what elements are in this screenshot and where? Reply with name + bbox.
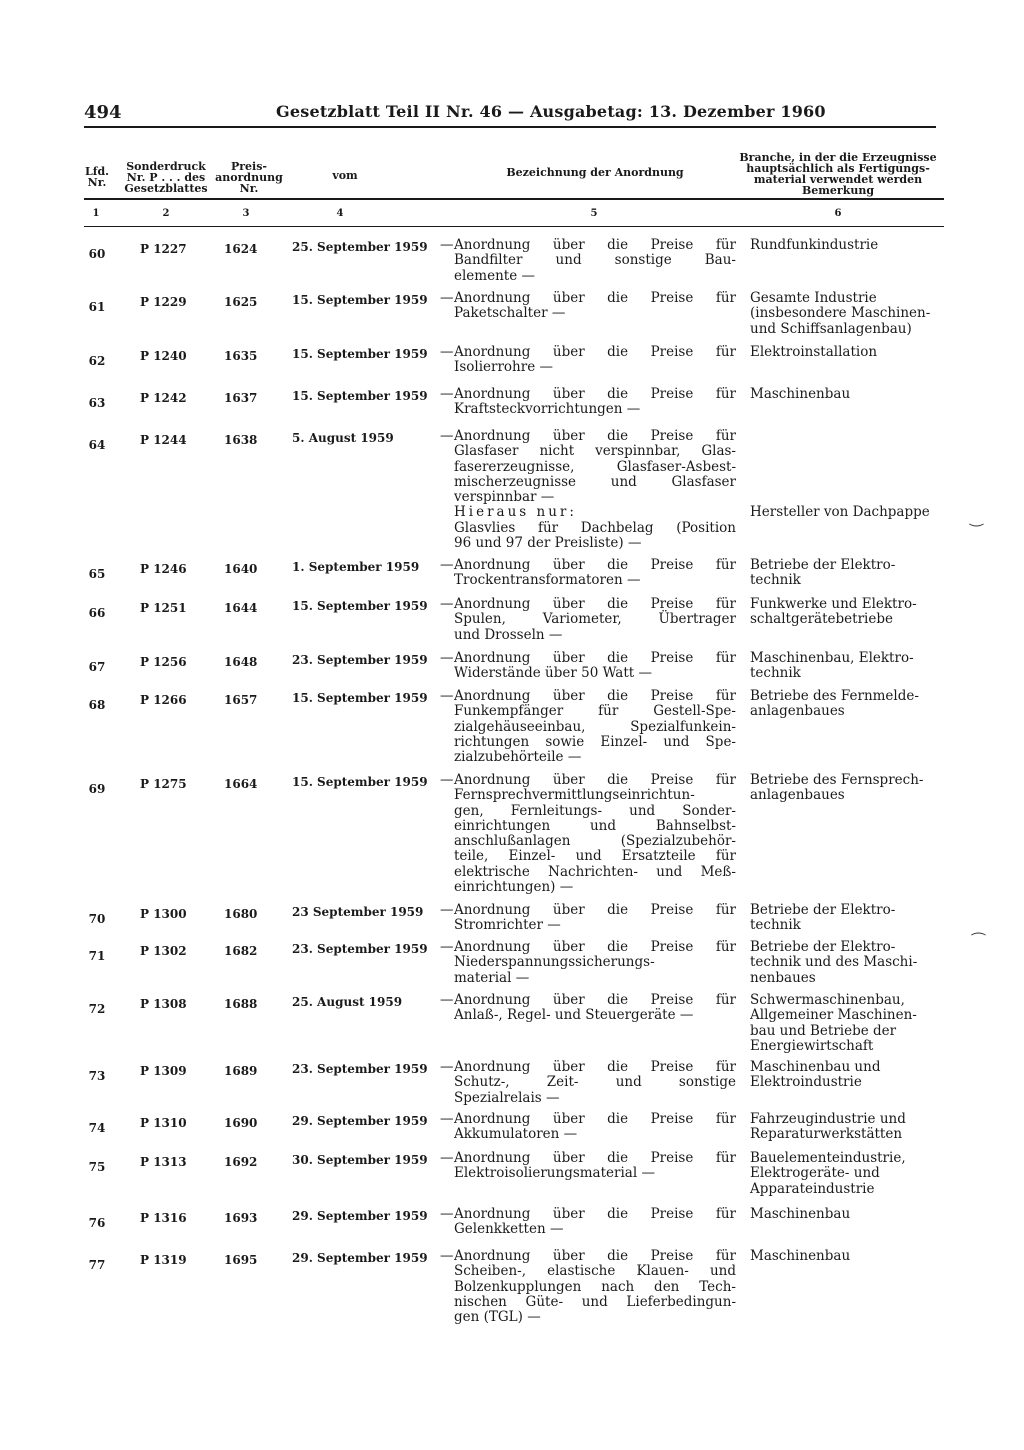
branche-line: technik [750,665,801,682]
description-line: 96 und 97 der Preisliste) — [454,535,642,552]
sonderdruck-number: P 1300 [140,907,187,921]
description-line: Anordnung über die Preise für [454,902,736,918]
table-row [84,387,954,422]
preisanordnung-number: 1648 [224,655,258,669]
branche-line: Betriebe der Elektro- [750,557,896,573]
colnum-1: 1 [92,208,100,219]
order-date: 23 September 1959 [292,905,424,919]
description-line: anschlußanlagen (Spezialzubehör- [454,833,736,850]
table-row [84,651,954,686]
table-row [84,597,954,647]
row-number: 64 [88,438,106,452]
branche-line: anlagenbaues [750,787,845,804]
description-line: Anordnung über die Preise für [454,344,736,360]
dash-mark: — [440,557,454,573]
row-number: 73 [88,1069,106,1083]
description-line: Spezialrelais — [454,1089,560,1106]
sonderdruck-number: P 1229 [140,295,187,309]
sonderdruck-number: P 1251 [140,601,187,615]
dash-mark: — [440,1206,454,1222]
table-row [84,291,954,341]
dash-mark: — [440,1111,454,1127]
sonderdruck-number: P 1246 [140,562,187,576]
colnum-3: 3 [242,208,250,219]
branche-remark [750,1249,954,1264]
branche-line: und Schiffsanlagenbau) [750,320,912,337]
row-number: 74 [88,1121,106,1135]
sonderdruck-number: P 1242 [140,391,187,405]
preisanordnung-number: 1638 [224,433,258,447]
preisanordnung-number: 1688 [224,997,258,1011]
order-description [440,1111,736,1143]
branche-line: technik und des Maschi- [750,954,918,971]
description-line: Anordnung über die Preise für [454,992,736,1008]
description-line: Glasvlies für Dachbelag (Position [454,519,736,536]
description-line: mischerzeugnisse und Glasfaser [454,473,736,490]
description-line: Anordnung über die Preise für [454,386,736,402]
page-number: 494 [84,102,122,123]
branche-line: Betriebe des Fernsprech- [750,772,924,788]
order-description [440,237,736,284]
order-date: 15. September 1959 [292,775,428,789]
branche-line: Elektrogeräte- und [750,1165,880,1182]
branche-line: Hersteller von Dachpappe [750,504,930,521]
order-date: 1. September 1959 [292,560,420,574]
order-description [440,650,736,682]
description-line: Bandfilter und sonstige Bau- [454,252,736,269]
order-description [440,1150,736,1182]
branche-line: Reparaturwerkstätten [750,1126,903,1143]
row-number: 68 [88,698,106,712]
order-date: 25. August 1959 [292,995,403,1009]
dash-mark: — [440,386,454,402]
branche-remark [750,1112,954,1143]
preisanordnung-number: 1625 [224,295,258,309]
description-line: Anordnung über die Preise für [454,939,736,955]
order-date: 15. September 1959 [292,691,428,705]
branche-remark [750,1060,954,1091]
margin-mark: ⁀ [972,932,985,951]
branche-line [750,444,954,459]
preisanordnung-number: 1689 [224,1064,258,1078]
preisanordnung-number: 1664 [224,777,258,791]
order-date: 15. September 1959 [292,389,428,403]
table-row [84,993,954,1058]
dash-mark: — [440,1059,454,1075]
branche-remark [750,773,954,804]
dash-mark: — [440,902,454,918]
order-date: 23. September 1959 [292,1062,428,1076]
order-description [440,902,736,934]
branche-line: Rundfunkindustrie [750,237,879,253]
branche-line: Maschinenbau [750,386,851,402]
branche-line: Maschinenbau, Elektro- [750,650,914,666]
description-line: Niederspannungssicherungs- [454,954,655,971]
order-date: 29. September 1959 [292,1251,428,1265]
description-line: Schutz-, Zeit- und sonstige [454,1074,736,1091]
row-number: 62 [88,354,106,368]
description-line: zialzubehörteile — [454,749,582,766]
branche-remark [750,345,954,360]
description-line: Scheiben-, elastische Klauen- und [454,1263,736,1280]
sonderdruck-number: P 1308 [140,997,187,1011]
description-line: gen, Fernleitungs- und Sonder- [454,802,736,819]
colhead-preisanordnung: Preis- anordnung Nr. [215,160,283,195]
branche-line: Funkwerke und Elektro- [750,596,917,612]
sonderdruck-number: P 1313 [140,1155,187,1169]
branche-line: technik [750,917,801,934]
dash-mark: — [440,1248,454,1264]
colnum-6: 6 [834,208,842,219]
branche-line: Maschinenbau [750,1248,851,1264]
colnum-5: 5 [590,208,598,219]
branche-line: Maschinenbau und [750,1059,881,1075]
row-number: 69 [88,782,106,796]
order-date: 30. September 1959 [292,1153,428,1167]
branche-remark [750,1151,954,1197]
description-line: gen (TGL) — [454,1309,541,1326]
branche-remark [750,429,954,521]
description-line: Elektroisolierungsmaterial — [454,1165,655,1182]
row-number: 61 [88,300,106,314]
preisanordnung-number: 1637 [224,391,258,405]
branche-remark [750,597,954,628]
branche-line: Apparateindustrie [750,1180,875,1197]
row-number: 76 [88,1216,106,1230]
table-row [84,1060,954,1110]
dash-mark: — [440,428,454,444]
row-number: 75 [88,1160,106,1174]
sonderdruck-number: P 1316 [140,1211,187,1225]
branche-remark [750,940,954,986]
description-line: elemente — [454,267,535,284]
order-description [440,290,736,322]
description-line: richtungen sowie Einzel- und Spe- [454,733,736,750]
branche-line: technik [750,572,801,589]
sonderdruck-number: P 1240 [140,349,187,363]
dash-mark: — [440,772,454,788]
dash-mark: — [440,237,454,253]
branche-line: Energiewirtschaft [750,1037,874,1054]
description-line: Anordnung über die Preise für [454,1150,736,1166]
description-line: Spulen, Variometer, Übertrager [454,611,736,628]
order-date: 5. August 1959 [292,431,394,445]
margin-mark: ‿ [970,508,983,527]
order-description [440,992,736,1024]
order-date: 29. September 1959 [292,1114,428,1128]
colhead-bezeichnung: Bezeichnung der Anordnung [506,166,684,179]
description-line: Kraftsteckvorrichtungen — [454,401,641,418]
description-line: Paketschalter — [454,305,566,322]
description-line: Anordnung über die Preise für [454,772,736,788]
branche-line: nenbaues [750,969,816,986]
description-line: Fernsprechvermittlungseinrichtun- [454,787,695,804]
order-description [440,1206,736,1238]
description-line: Isolierrohre — [454,359,553,376]
dash-mark: — [440,1150,454,1166]
table-row [84,689,954,770]
preisanordnung-number: 1695 [224,1253,258,1267]
colhead-lfd-nr: Lfd. Nr. [85,165,109,189]
sonderdruck-number: P 1227 [140,242,187,256]
description-line: Glasfaser nicht verspinnbar, Glas- [454,443,736,460]
row-number: 71 [88,949,106,963]
description-line: Anordnung über die Preise für [454,557,736,573]
order-description [440,688,736,766]
dash-mark: — [440,290,454,306]
preisanordnung-number: 1692 [224,1155,258,1169]
branche-remark [750,651,954,682]
preisanordnung-number: 1693 [224,1211,258,1225]
sonderdruck-number: P 1319 [140,1253,187,1267]
sonderdruck-number: P 1275 [140,777,187,791]
table-row [84,558,954,593]
branche-line: Gesamte Industrie [750,290,877,306]
table-row [84,238,954,288]
preisanordnung-number: 1690 [224,1116,258,1130]
branche-line: schaltgerätebetriebe [750,611,893,628]
description-line: einrichtungen) — [454,879,574,896]
table-row [84,429,954,555]
description-line: Widerstände über 50 Watt — [454,665,652,682]
description-line: Anordnung über die Preise für [454,650,736,666]
order-description [440,344,736,376]
sonderdruck-number: P 1309 [140,1064,187,1078]
order-description [440,596,736,643]
branche-remark [750,558,954,589]
description-line: Anordnung über die Preise für [454,290,736,306]
table-row [84,345,954,380]
row-number: 72 [88,1002,106,1016]
order-description [440,772,736,896]
description-line: material — [454,969,530,986]
description-line: Funkempfänger für Gestell-Spe- [454,703,736,720]
sonderdruck-number: P 1310 [140,1116,187,1130]
branche-line [750,429,954,444]
table-row [84,940,954,990]
sonderdruck-number: P 1244 [140,433,187,447]
description-line: elektrische Nachrichten- und Meß- [454,863,736,880]
branche-remark [750,291,954,337]
branche-line: Betriebe der Elektro- [750,939,896,955]
description-line: Anordnung über die Preise für [454,1059,736,1075]
order-description [440,386,736,418]
preisanordnung-number: 1657 [224,693,258,707]
order-date: 15. September 1959 [292,293,428,307]
branche-line: Fahrzeugindustrie und [750,1111,906,1127]
description-line: Gelenkketten — [454,1221,564,1238]
description-line: Anordnung über die Preise für [454,237,736,253]
description-line: Anordnung über die Preise für [454,596,736,612]
description-line: teile, Einzel- und Ersatzteile für [454,848,736,865]
description-line: Anordnung über die Preise für [454,1248,736,1264]
colhead-sonderdruck: Sonderdruck Nr. P . . . des Gesetzblattes [124,160,208,195]
table-row [84,1112,954,1147]
preisanordnung-number: 1624 [224,242,258,256]
description-line: verspinnbar — [454,489,555,506]
branche-line: Bauelementeindustrie, [750,1150,906,1166]
row-number: 65 [88,567,106,581]
branche-line: Allgemeiner Maschinen- [750,1007,917,1024]
description-line: und Drosseln — [454,626,563,643]
preisanordnung-number: 1635 [224,349,258,363]
description-line: nischen Güte- und Lieferbedingun- [454,1293,736,1310]
description-line: Hieraus nur: [454,504,577,521]
preisanordnung-number: 1682 [224,944,258,958]
page-header [84,100,936,126]
table-row [84,1207,954,1242]
sonderdruck-number: P 1266 [140,693,187,707]
branche-remark [750,689,954,720]
branche-line: (insbesondere Maschinen- [750,305,931,322]
description-line: Anordnung über die Preise für [454,688,736,704]
order-date: 23. September 1959 [292,653,428,667]
order-description [440,1248,736,1326]
description-line: Anlaß-, Regel- und Steuergeräte — [454,1007,694,1024]
branche-remark [750,387,954,402]
table-row [84,1249,954,1330]
order-date: 15. September 1959 [292,347,428,361]
description-line: Anordnung über die Preise für [454,1206,736,1222]
branche-line: Maschinenbau [750,1206,851,1222]
dash-mark: — [440,344,454,360]
branche-line: Elektroindustrie [750,1074,862,1091]
branche-line: bau und Betriebe der [750,1022,897,1039]
dash-mark: — [440,596,454,612]
description-line: Anordnung über die Preise für [454,1111,736,1127]
description-line: Trockentransformatoren — [454,572,641,589]
row-number: 66 [88,606,106,620]
sonderdruck-number: P 1256 [140,655,187,669]
preisanordnung-number: 1640 [224,562,258,576]
table-row [84,773,954,899]
header-title: Gesetzblatt Teil II Nr. 46 — Ausgabetag: 13. Dezember 1960 [276,102,826,121]
order-date: 15. September 1959 [292,599,428,613]
table-row [84,1151,954,1201]
branche-remark [750,903,954,934]
branche-remark [750,993,954,1054]
description-line: Akkumulatoren — [454,1126,578,1143]
colhead-rule-top [84,198,944,200]
preisanordnung-number: 1644 [224,601,258,615]
row-number: 77 [88,1258,106,1272]
colnum-2: 2 [162,208,170,219]
colnum-4: 4 [336,208,344,219]
order-description [440,939,736,986]
branche-remark [750,238,954,253]
sonderdruck-number: P 1302 [140,944,187,958]
branche-line [750,490,954,505]
branche-remark [750,1207,954,1222]
dash-mark: — [440,939,454,955]
order-description [440,1059,736,1106]
branche-line [750,475,954,490]
table-row [84,903,954,938]
branche-line: Schwermaschinenbau, [750,992,905,1008]
description-line: einrichtungen und Bahnselbst- [454,817,736,834]
preisanordnung-number: 1680 [224,907,258,921]
dash-mark: — [440,992,454,1008]
row-number: 60 [88,247,106,261]
header-rule [84,126,936,128]
colhead-vom: vom [332,169,358,182]
branche-line: Elektroinstallation [750,344,878,360]
dash-mark: — [440,650,454,666]
dash-mark: — [440,688,454,704]
row-number: 67 [88,660,106,674]
description-line: Anordnung über die Preise für [454,428,736,444]
order-date: 23. September 1959 [292,942,428,956]
branche-line: Betriebe der Elektro- [750,902,896,918]
order-description [440,557,736,589]
row-number: 63 [88,396,106,410]
description-line: zialgehäuseeinbau, Spezialfunkein- [454,718,736,735]
description-line: Stromrichter — [454,917,561,934]
colhead-rule-bottom [84,226,944,227]
order-date: 29. September 1959 [292,1209,428,1223]
colhead-branche: Branche, in der die Erzeugnisse hauptsächlich als Fertigungs- material verwendet werden Bemerkung [739,151,937,197]
order-date: 25. September 1959 [292,240,428,254]
branche-line: Betriebe des Fernmelde- [750,688,919,704]
description-line: fasererzeugnisse, Glasfaser-Asbest- [454,458,736,475]
description-line: Bolzenkupplungen nach den Tech- [454,1278,736,1295]
row-number: 70 [88,912,106,926]
branche-line [750,460,954,475]
order-description [440,428,736,552]
branche-line: anlagenbaues [750,703,845,720]
